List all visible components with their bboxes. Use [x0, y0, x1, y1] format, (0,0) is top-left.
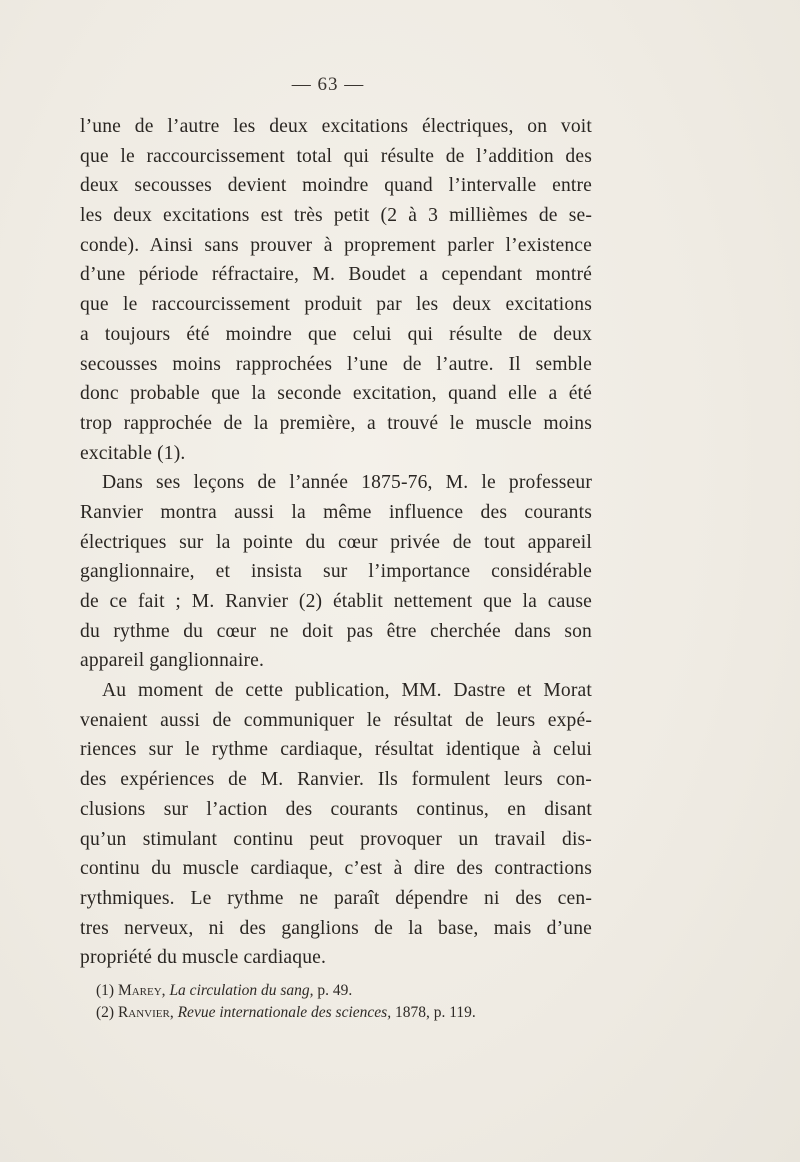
- text-line: ganglionnaire, et insista sur l’importance considérable: [80, 561, 592, 583]
- text-line: trop rapprochée de la première, a trouvé le muscle moins: [80, 412, 592, 434]
- text-line: excitable (1).: [80, 442, 186, 464]
- paragraph-2: [80, 468, 592, 676]
- text-line: tres nerveux, ni des ganglions de la base, mais d’une: [80, 917, 592, 939]
- text-line: de ce fait ; M. Ranvier (2) établit nettement que la cause: [80, 591, 592, 612]
- text-line: Dans ses leçons de l’année 1875-76, M. le professeur: [102, 472, 592, 494]
- footnote-2: [96, 1002, 596, 1024]
- text-line: a toujours été moindre que celui qui résulte de deux: [80, 323, 592, 345]
- text-line: l’une de l’autre les deux excitations électriques, on voit: [80, 116, 592, 137]
- footnote-author: Ranvier,: [117, 1004, 174, 1021]
- text-line: qu’un stimulant continu peut provoquer un travail dis-: [80, 828, 592, 850]
- text-line: deux secousses devient moindre quand l’intervalle entre: [80, 175, 592, 197]
- paragraph-1: [80, 112, 592, 468]
- text-line: continu du muscle cardiaque, c’est à dire des contractions: [80, 858, 592, 880]
- footnote-title: La circulation du sang,: [169, 982, 314, 999]
- text-line: propriété du muscle cardiaque.: [80, 947, 327, 969]
- text-line: clusions sur l’action des courants continus, en disant: [80, 798, 592, 820]
- text-line: riences sur le rythme cardiaque, résultat identique à celui: [80, 739, 592, 761]
- text-line: que le raccourcissement produit par les deux excitations: [80, 294, 592, 316]
- text-line: que le raccourcissement total qui résulte de l’addition des: [80, 145, 592, 167]
- text-line: conde). Ainsi sans prouver à proprement parler l’existence: [80, 234, 592, 256]
- text-line: venaient aussi de communiquer le résultat de leurs expé-: [80, 709, 592, 731]
- footnote-author: Marey,: [117, 982, 166, 999]
- page-number: — 63 —: [291, 74, 365, 95]
- paragraph-3: [80, 676, 592, 973]
- footnote-1: [96, 980, 596, 1002]
- footnotes: [96, 980, 596, 1024]
- text-line: les deux excitations est très petit (2 à 3 millièmes de se-: [80, 205, 592, 227]
- footnote-marker: (2): [96, 1004, 115, 1021]
- text-line: appareil ganglionnaire.: [80, 650, 265, 672]
- text-line: du rythme du cœur ne doit pas être cherchée dans son: [80, 620, 592, 642]
- body-text: [80, 112, 592, 973]
- text-line: rythmiques. Le rythme ne paraît dépendre ni des cen-: [80, 887, 592, 909]
- footnote-marker: (1): [96, 982, 115, 999]
- text-line: secousses moins rapprochées l’une de l’autre. Il semble: [80, 353, 592, 375]
- footnote-title: Revue internationale des sciences,: [177, 1004, 392, 1021]
- text-line: électriques sur la pointe du cœur privée de tout appareil: [80, 531, 592, 553]
- text-line: donc probable que la seconde excitation, quand elle a été: [80, 383, 592, 405]
- text-line: Au moment de cette publication, MM. Dastre et Morat: [102, 680, 592, 702]
- text-line: Ranvier montra aussi la même influence des courants: [80, 501, 592, 523]
- text-line: d’une période réfractaire, M. Boudet a cependant montré: [80, 264, 592, 286]
- footnote-reference: 1878, p. 119.: [394, 1004, 476, 1021]
- text-line: des expériences de M. Ranvier. Ils formulent leurs con-: [80, 769, 592, 791]
- footnote-reference: p. 49.: [317, 982, 353, 999]
